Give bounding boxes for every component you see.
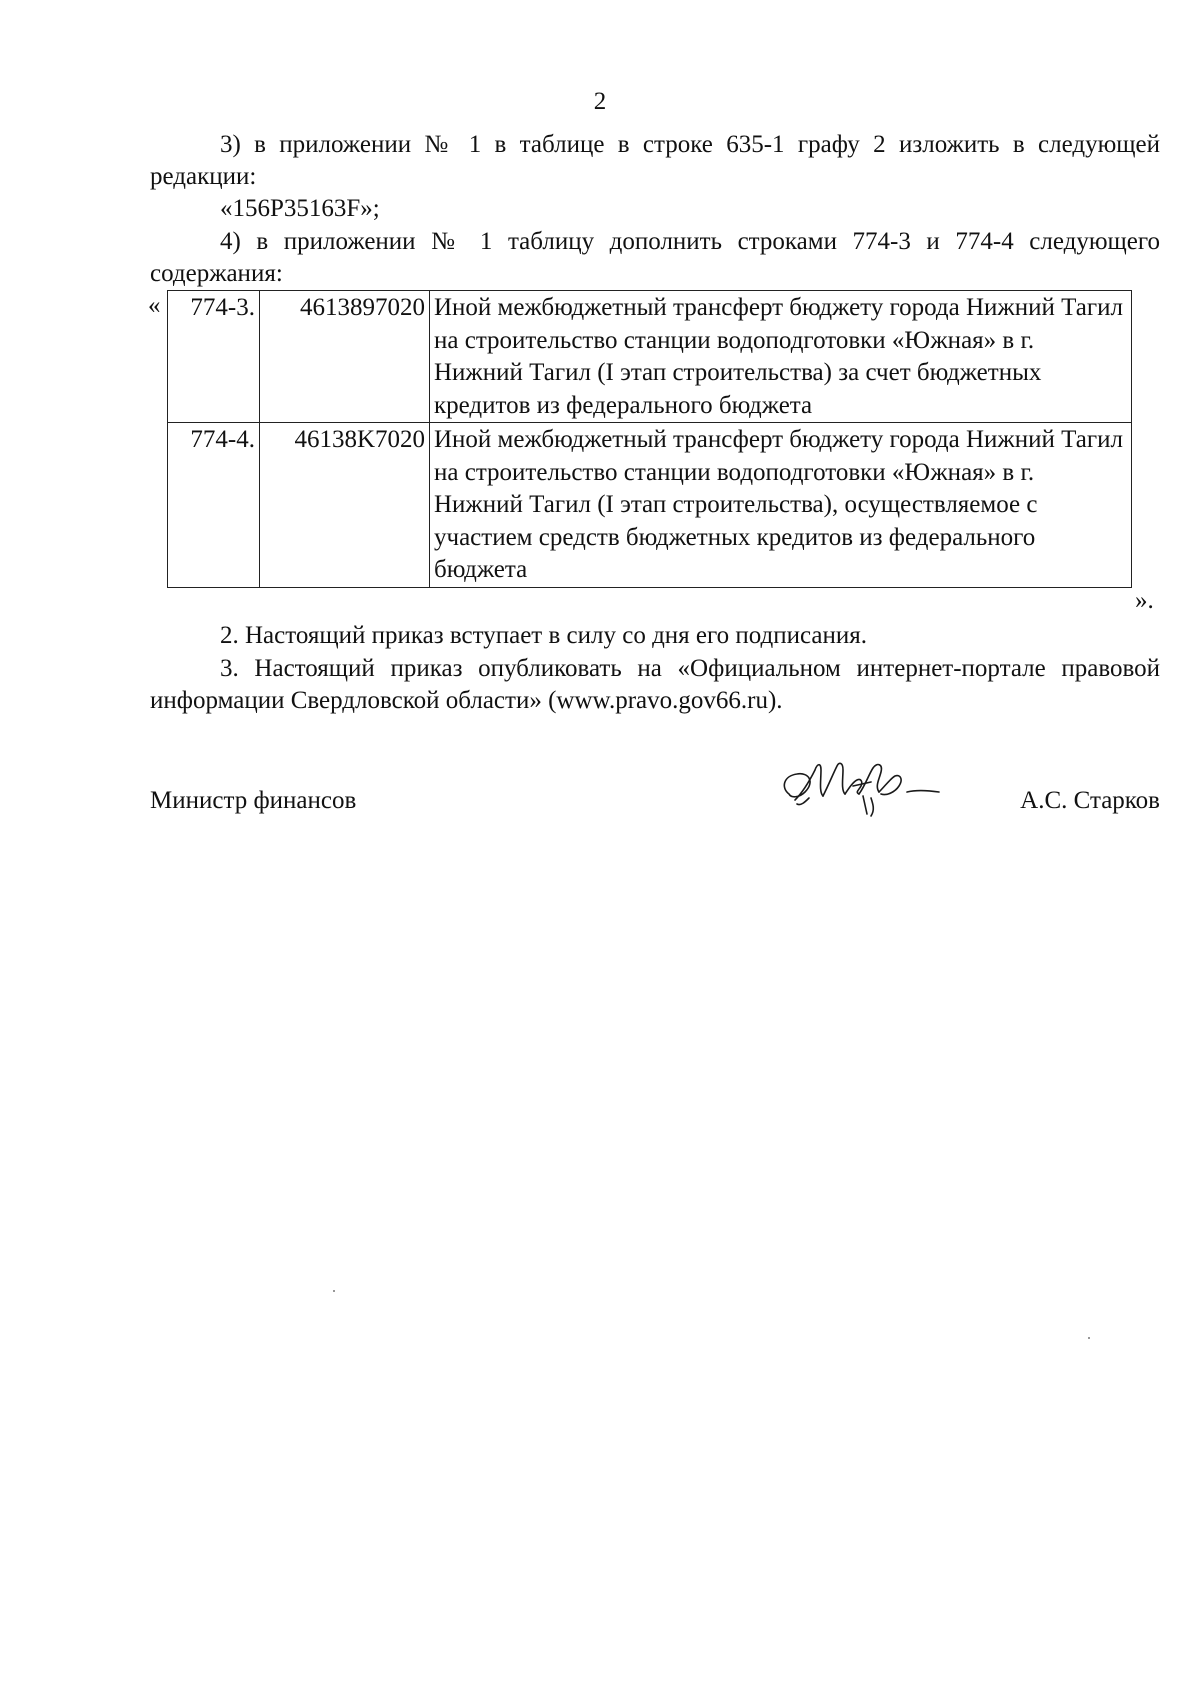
table-open-quote: « (148, 292, 161, 319)
table-close-quote: ». (1135, 587, 1154, 614)
row-code-cell: 4613897020 (260, 291, 430, 423)
row-code-cell: 46138K7020 (260, 423, 430, 588)
amendment-item-3: 3) в приложении № 1 в таблице в строке 635-1 графу 2 изложить в следующей редакции: (150, 131, 1160, 190)
table-row (168, 291, 1132, 423)
row-description-cell: Иной межбюджетный трансферт бюджету города Нижний Тагил на строительство станции водоподготовки «Южная» в г. Нижний Тагил (I этап строительства) за счет бюджетных кредитов из федерального бюджета (430, 291, 1132, 423)
signer-name: А.С. Старков (1020, 787, 1160, 814)
scan-speck (1088, 1337, 1090, 1339)
order-point-2: 2. Настоящий приказ вступает в силу со дня его подписания. (220, 622, 868, 649)
row-number-cell: 774-3. (168, 291, 260, 423)
amendment-item-4: 4) в приложении № 1 таблицу дополнить строками 774-3 и 774-4 следующего содержания: (150, 228, 1160, 287)
inserted-rows-table (167, 290, 1132, 588)
table-row (168, 423, 1132, 588)
handwritten-signature (775, 752, 945, 822)
amendment-item-3-code: «156P35163F»; (220, 195, 380, 222)
row-description-cell: Иной межбюджетный трансферт бюджету города Нижний Тагил на строительство станции водоподготовки «Южная» в г. Нижний Тагил (I этап строительства), осуществляемое с участием средств бюджетных кредитов из федерального бюджета (430, 423, 1132, 588)
order-point-3: 3. Настоящий приказ опубликовать на «Официальном интернет-портале правовой информации Свердловской области» (www.pravo.gov66.ru). (150, 655, 1160, 714)
scan-speck (333, 1290, 335, 1292)
row-number-cell: 774-4. (168, 423, 260, 588)
signer-title: Министр финансов (150, 787, 357, 814)
page-number: 2 (593, 88, 607, 115)
